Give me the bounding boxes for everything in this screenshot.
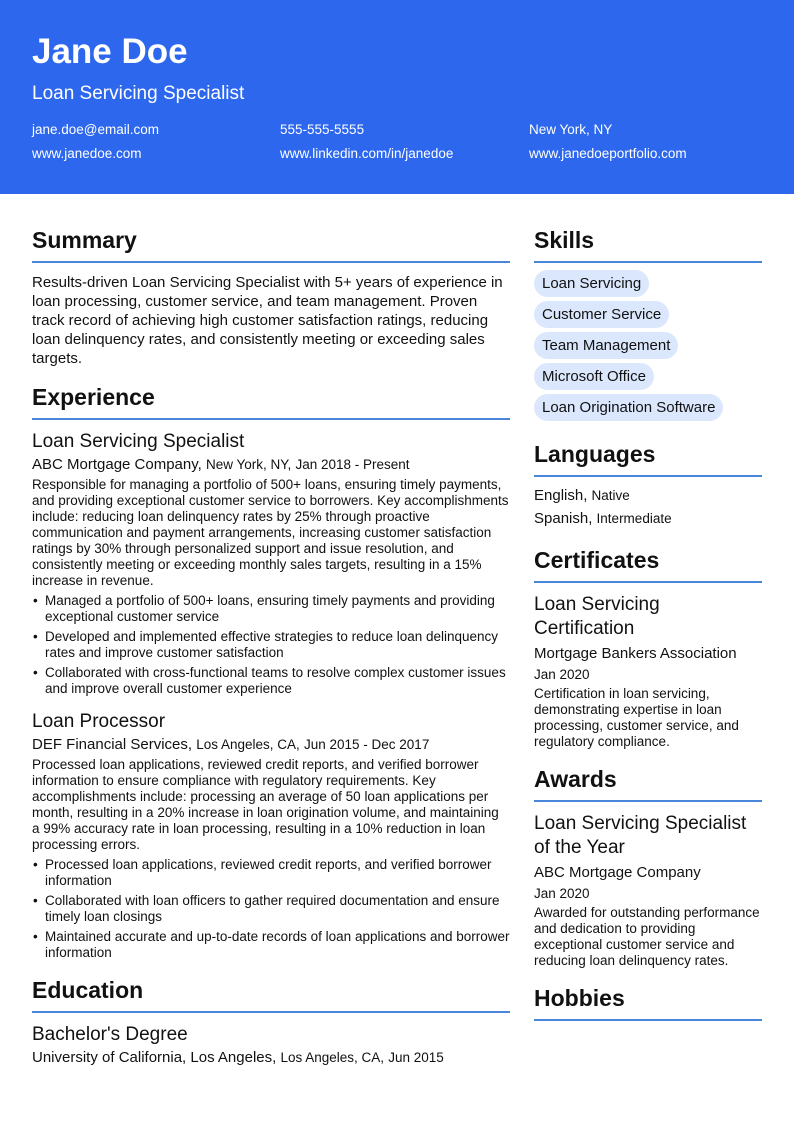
phone-text: 555-555-5555 bbox=[280, 122, 365, 137]
award-name: Loan Servicing Specialist of the Year bbox=[534, 813, 747, 858]
job-meta bbox=[32, 735, 510, 755]
job-bullet: • Collaborated with loan officers to gather required documentation and ensure timely loan closings bbox=[32, 893, 510, 925]
skills-heading: Skills bbox=[534, 225, 762, 263]
job-location: Los Angeles, CA, bbox=[196, 737, 300, 752]
job-description: Responsible for managing a portfolio of 500+ loans, ensuring timely payments, and providing exceptional customer service to borrowers. Key accomplishments include: reducing loan delinquency rates by 25% through proactive communication and payment arrangements, increasing customer satisfaction ratings by 30% through personalized support and issue resolution, and consistently meeting or exceeding monthly sales targets, resulting in a 15% increase in revenue. bbox=[32, 477, 509, 588]
job-dates: Jan 2018 - Present bbox=[295, 457, 410, 472]
certificate-issuer: Mortgage Bankers Association bbox=[534, 645, 737, 662]
portfolio-link[interactable]: www.janedoeportfolio.com bbox=[529, 146, 687, 161]
skill-pill: Customer Service bbox=[534, 301, 669, 328]
job-bullet: • Processed loan applications, reviewed credit reports, and verified borrower information bbox=[32, 857, 510, 889]
language-level: Native bbox=[591, 488, 630, 503]
certificate-date: Jan 2020 bbox=[534, 667, 590, 682]
job-meta bbox=[32, 455, 510, 475]
experience-item bbox=[32, 430, 510, 697]
awards-heading: Awards bbox=[534, 764, 762, 802]
education-heading: Education bbox=[32, 975, 510, 1013]
skill-pill: Team Management bbox=[534, 332, 678, 359]
hobbies-heading: Hobbies bbox=[534, 983, 762, 1021]
award-date: Jan 2020 bbox=[534, 886, 590, 901]
main-column bbox=[32, 225, 510, 1068]
language-row bbox=[534, 484, 762, 507]
job-bullets bbox=[32, 857, 510, 961]
job-role: Loan Servicing Specialist bbox=[32, 431, 245, 452]
candidate-name: Jane Doe bbox=[32, 32, 188, 71]
education-location: Los Angeles, CA, bbox=[280, 1050, 385, 1065]
experience-heading: Experience bbox=[32, 382, 510, 420]
skills-list bbox=[534, 270, 762, 425]
skill-pill: Microsoft Office bbox=[534, 363, 654, 390]
job-bullet: • Maintained accurate and up-to-date records of loan applications and borrower information bbox=[32, 929, 510, 961]
resume-header bbox=[0, 0, 794, 194]
language-name: Spanish, bbox=[534, 510, 593, 527]
education-degree: Bachelor's Degree bbox=[32, 1024, 188, 1045]
job-role: Loan Processor bbox=[32, 711, 166, 732]
certificate-name: Loan Servicing Certification bbox=[534, 594, 660, 639]
job-dates: Jun 2015 - Dec 2017 bbox=[303, 737, 430, 752]
job-company: DEF Financial Services, bbox=[32, 736, 193, 753]
job-bullets bbox=[32, 593, 510, 697]
side-column bbox=[534, 225, 762, 1021]
skill-pill: Loan Servicing bbox=[534, 270, 649, 297]
candidate-title: Loan Servicing Specialist bbox=[32, 83, 245, 104]
job-bullet: • Developed and implemented effective strategies to reduce loan delinquency rates and improve customer satisfaction bbox=[32, 629, 510, 661]
website-link[interactable]: www.janedoe.com bbox=[32, 146, 142, 161]
job-bullet: • Collaborated with cross-functional teams to resolve complex customer issues and improve overall customer experience bbox=[32, 665, 510, 697]
certificates-heading: Certificates bbox=[534, 545, 762, 583]
education-meta bbox=[32, 1048, 510, 1068]
award-issuer: ABC Mortgage Company bbox=[534, 864, 701, 881]
language-row bbox=[534, 507, 762, 530]
education-dates: Jun 2015 bbox=[388, 1050, 444, 1065]
education-school: University of California, Los Angeles, bbox=[32, 1049, 277, 1066]
education-item bbox=[32, 1023, 510, 1068]
location-text: New York, NY bbox=[529, 122, 613, 137]
language-level: Intermediate bbox=[596, 511, 672, 526]
experience-item bbox=[32, 710, 510, 961]
job-bullet: • Managed a portfolio of 500+ loans, ensuring timely payments and providing exceptional customer service bbox=[32, 593, 510, 625]
languages-heading: Languages bbox=[534, 439, 762, 477]
languages-list bbox=[534, 484, 762, 530]
job-company: ABC Mortgage Company, bbox=[32, 456, 202, 473]
award-description: Awarded for outstanding performance and dedication to providing exceptional customer service and reducing loan delinquency rates. bbox=[534, 905, 760, 968]
job-description: Processed loan applications, reviewed credit reports, and verified borrower information to ensure compliance with regulatory requirements. Key accomplishments include: processing an average of 50 loan applications per month, resulting in a 20% increase in loan origination volume, and maintaining a 99% accuracy rate in loan processing, resulting in a 10% reduction in loan processing errors. bbox=[32, 757, 499, 852]
language-name: English, bbox=[534, 487, 588, 504]
job-location: New York, NY, bbox=[205, 457, 292, 472]
linkedin-link[interactable]: www.linkedin.com/in/janedoe bbox=[280, 146, 454, 161]
certificate-description: Certification in loan servicing, demonstrating expertise in loan processing, customer service, and regulatory compliance. bbox=[534, 686, 739, 749]
email-link[interactable]: jane.doe@email.com bbox=[32, 122, 160, 137]
summary-text: Results-driven Loan Servicing Specialist with 5+ years of experience in loan processing, customer service, and team management. Proven track record of achieving high customer satisfaction ratings, reducing loan delinquency rates, and consistently meeting or exceeding sales targets. bbox=[32, 274, 503, 367]
summary-heading: Summary bbox=[32, 225, 510, 263]
skill-pill: Loan Origination Software bbox=[534, 394, 723, 421]
